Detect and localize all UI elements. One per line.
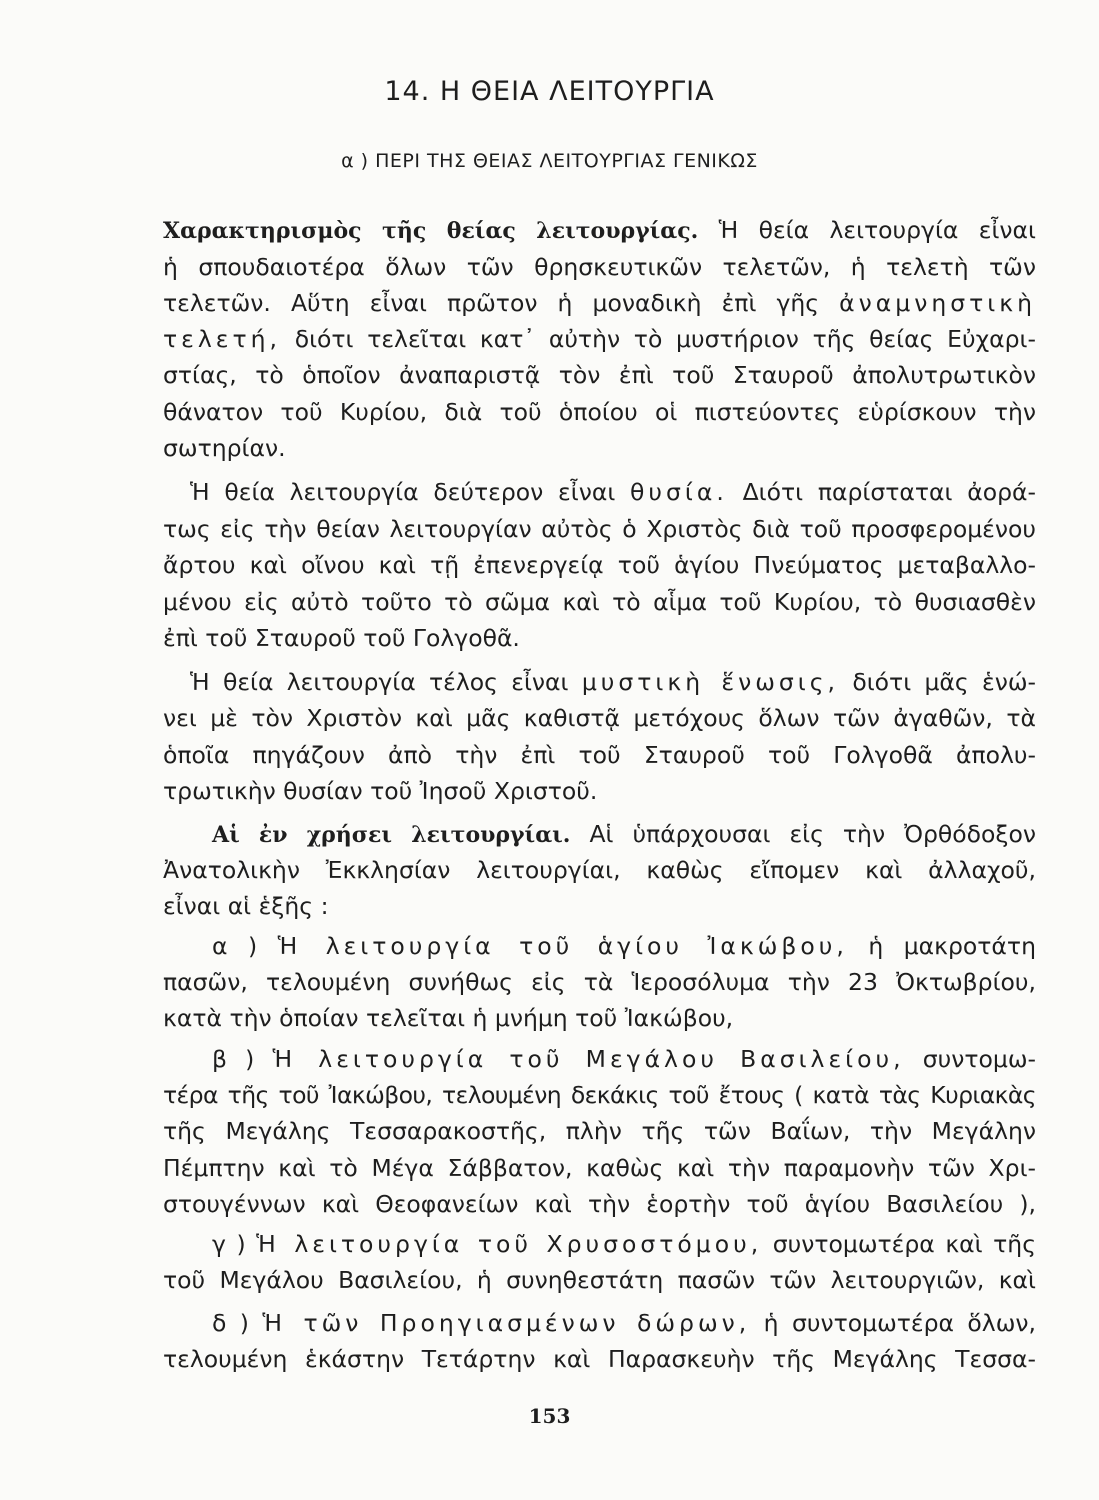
chapter-title: 14. Η ΘΕΙΑ ΛΕΙΤΟΥΡΓΙΑ — [384, 76, 715, 107]
spaced-emphasis: ἀναμνηστικὴ — [839, 289, 1036, 317]
text-line: τως εἰς τὴν θείαν λειτουργίαν αὐτὸς ὁ Χριστὸς διὰ τοῦ προσφερομένου — [163, 515, 1036, 543]
list-item-label-line — [212, 1226, 1036, 1262]
text-line — [212, 816, 1036, 852]
text-span: Ἡ θεία λειτουργία δεύτερον εἶναι — [190, 478, 616, 506]
text-line: τῆς Μεγάλης Τεσσαρακοστῆς, πλὴν τῆς τῶν Βαΐων, τὴν Μεγάλην — [163, 1117, 1036, 1145]
list-marker: α ) — [212, 932, 258, 960]
list-item-label-line — [212, 928, 1036, 964]
paragraph-heading: Χαρακτηρισμὸς τῆς θείας λειτουργίας. — [163, 218, 699, 244]
text-line — [163, 212, 1036, 248]
text-line: τέρα τῆς τοῦ Ἰακώβου, τελουμένη δεκάκις τοῦ ἔτους ( κατὰ τὰς Κυριακὰς — [163, 1081, 1036, 1109]
text-line: τρωτικὴν θυσίαν τοῦ Ἰησοῦ Χριστοῦ. — [163, 777, 598, 805]
text-span: διότι τελεῖται κατ᾽ αὐτὴν τὸ μυστήριον τῆς θείας Εὐχαρι- — [294, 325, 1036, 353]
text-line: ἡ σπουδαιοτέρα ὅλων τῶν θρησκευτικῶν τελετῶν, ἡ τελετὴ τῶν — [163, 253, 1036, 281]
paragraph-heading: Αἱ ἐν χρήσει λειτουργίαι. — [212, 822, 571, 848]
text-line — [163, 321, 1036, 357]
list-marker: δ ) — [212, 1309, 249, 1337]
text-span: διότι μᾶς ἑνώ- — [852, 668, 1036, 696]
text-line: στίας, τὸ ὁποῖον ἀναπαριστᾷ τὸν ἐπὶ τοῦ Σταυροῦ ἀπολυτρωτικὸν — [163, 361, 1036, 389]
text-line: Πέμπτην καὶ τὸ Μέγα Σάββατον, καθὼς καὶ τὴν παραμονὴν τῶν Χρι- — [163, 1154, 1036, 1182]
text-span: συντομωτέρα καὶ τῆς — [772, 1230, 1036, 1258]
text-line: τελουμένη ἑκάστην Τετάρτην καὶ Παρασκευὴν τῆς Μεγάλης Τεσσα- — [163, 1345, 1036, 1373]
text-span: Αἱ ὑπάρχουσαι εἰς τὴν Ὀρθόδοξον — [589, 820, 1036, 848]
text-line: κατὰ τὴν ὁποίαν τελεῖται ἡ μνήμη τοῦ Ἰακώβου, — [163, 1004, 734, 1032]
page-number: 153 — [528, 1404, 571, 1428]
spaced-emphasis: μυστικὴ ἕνωσις, — [581, 668, 840, 696]
text-line: μένου εἰς αὐτὸ τοῦτο τὸ σῶμα καὶ τὸ αἷμα τοῦ Κυρίου, τὸ θυσιασθὲν — [163, 588, 1036, 616]
spaced-emphasis: Ἡ λειτουργία τοῦ Μεγάλου Βασιλείου, — [272, 1045, 905, 1073]
list-marker: β ) — [212, 1045, 255, 1073]
text-line: τοῦ Μεγάλου Βασιλείου, ἡ συνηθεστάτη πασῶν τῶν λειτουργιῶν, καὶ — [163, 1266, 1036, 1294]
spaced-emphasis: Ἡ τῶν Προηγιασμένων δώρων, — [262, 1309, 751, 1337]
text-span: ἡ μακροτάτη — [868, 932, 1036, 960]
section-subtitle: α ) ΠΕΡΙ ΤΗΣ ΘΕΙΑΣ ΛΕΙΤΟΥΡΓΙΑΣ ΓΕΝΙΚΩΣ — [341, 150, 758, 172]
text-span: Ἡ θεία λειτουργία εἶναι — [718, 216, 1036, 244]
text-line — [163, 285, 1036, 321]
text-span: ἡ συντομωτέρα ὅλων, — [763, 1309, 1036, 1337]
spaced-emphasis: Ἡ λειτουργία τοῦ ἁγίου Ἰακώβου, — [277, 932, 848, 960]
text-line: σωτηρίαν. — [163, 434, 286, 462]
spaced-emphasis: τελετή, — [163, 325, 281, 353]
list-item-label-line — [212, 1041, 1036, 1077]
spaced-emphasis: θυσία. — [630, 478, 728, 506]
text-span: Διότι παρίσταται ἀορά- — [742, 478, 1036, 506]
text-span: τελετῶν. Αὕτη εἶναι πρῶτον ἡ μοναδικὴ ἐπὶ γῆς — [163, 289, 820, 317]
text-line: νει μὲ τὸν Χριστὸν καὶ μᾶς καθιστᾷ μετόχους ὅλων τῶν ἀγαθῶν, τὰ — [163, 704, 1036, 732]
text-span: Ἡ θεία λειτουργία τέλος εἶναι — [190, 668, 569, 696]
text-line: Ἀνατολικὴν Ἐκκλησίαν λειτουργίαι, καθὼς εἴπομεν καὶ ἀλλαχοῦ, — [163, 856, 1036, 884]
list-item-label-line — [212, 1305, 1036, 1341]
text-line: ὁποῖα πηγάζουν ἀπὸ τὴν ἐπὶ τοῦ Σταυροῦ τοῦ Γολγοθᾶ ἀπολυ- — [163, 741, 1036, 769]
text-line — [190, 664, 1036, 700]
list-marker: γ ) — [212, 1230, 246, 1258]
text-span: συντομω- — [922, 1045, 1036, 1073]
text-line: πασῶν, τελουμένη συνήθως εἰς τὰ Ἱεροσόλυμα τὴν 23 Ὀκτωβρίου, — [163, 968, 1036, 996]
text-line: ἄρτου καὶ οἴνου καὶ τῇ ἐπενεργείᾳ τοῦ ἁγίου Πνεύματος μεταβαλλο- — [163, 551, 1036, 579]
spaced-emphasis: Ἡ λειτουργία τοῦ Χρυσοστόμου, — [256, 1230, 763, 1258]
text-line: θάνατον τοῦ Κυρίου, διὰ τοῦ ὁποίου οἱ πιστεύοντες εὑρίσκουν τὴν — [163, 398, 1036, 426]
text-line — [190, 474, 1036, 510]
text-line: ἐπὶ τοῦ Σταυροῦ τοῦ Γολγοθᾶ. — [163, 624, 520, 652]
text-line: εἶναι αἱ ἑξῆς : — [163, 892, 329, 920]
text-line: στουγέννων καὶ Θεοφανείων καὶ τὴν ἑορτὴν τοῦ ἁγίου Βασιλείου ), — [163, 1190, 1036, 1218]
